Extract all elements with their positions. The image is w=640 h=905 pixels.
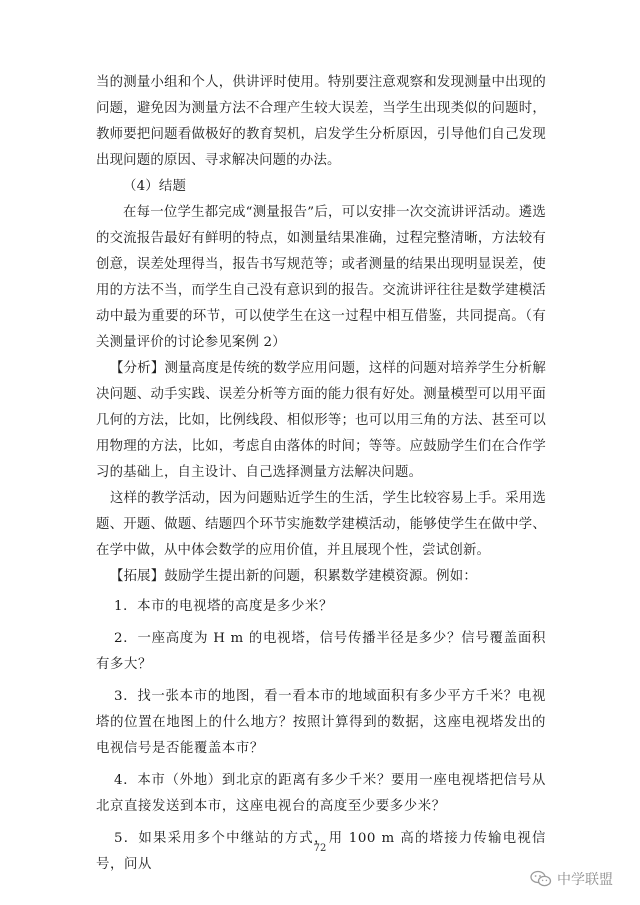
question-item: 5．如果采用多个中继站的方式，用 100 m 高的塔接力传输电视信号，问从 bbox=[96, 831, 546, 872]
wechat-icon bbox=[530, 870, 552, 888]
question-item: 2．一座高度为 H m 的电视塔，信号传播半径是多少？信号覆盖面积有多大？ bbox=[96, 631, 546, 672]
question-item: 1．本市的电视塔的高度是多少米？ bbox=[114, 599, 333, 614]
question-item: 4．本市（外地）到北京的距离有多少千米？要用一座电视塔把信号从北京直接发送到本市，这座电视台的高度至少要多少米？ bbox=[96, 773, 546, 814]
watermark-text: 中学联盟 bbox=[557, 872, 613, 888]
paragraph-extension: 【拓展】鼓励学生提出新的问题，积累数学建模资源。例如： bbox=[110, 569, 477, 584]
paragraph-exchange-review: 在每一位学生都完成“测量报告”后，可以安排一次交流讲评活动。遴选的交流报告最好有鲜明的特点，如测量结果准确，过程完整清晰，方法较有创意，误差处理得当，报告书写规范等；或者测量的结果出现明显误差，使用的方法不当，而学生自己没有意识到的报告。交流讲评往往是数学建模活动中最为重要的环节，可以使学生在这一过程中相互借鉴，共同提高。（有关测量评价的讨论参见案例 2） bbox=[96, 205, 546, 350]
watermark bbox=[530, 868, 613, 890]
paragraph-analysis: 【分析】测量高度是传统的数学应用问题，这样的问题对培养学生分析解决问题、动手实践、误差分析等方面的能力很有好处。测量模型可以用平面几何的方法，比如，比例线段、相似形等；也可以用三角的方法、甚至可以用物理的方法，比如，考虑自由落体的时间；等等。应鼓励学生们在合作学习的基础上，自主设计、自己选择测量方法解决问题。 bbox=[96, 361, 546, 480]
paragraph-teaching-activity: 这样的教学活动，因为问题贴近学生的生活，学生比较容易上手。采用选题、开题、做题、结题四个环节实施数学建模活动，能够使学生在做中学、在学中做，从中体会数学的应用价值，并且展现个性，尝试创新。 bbox=[96, 491, 546, 558]
paragraph-continuation: 当的测量小组和个人，供讲评时使用。特别要注意观察和发现测量中出现的问题，避免因为测量方法不合理产生较大误差，当学生出现类似的问题时，教师要把问题看做极好的教育契机，启发学生分析原因，引导他们自己发现出现问题的原因、寻求解决问题的办法。 bbox=[96, 75, 546, 168]
question-item: 3．找一张本市的地图，看一看本市的地域面积有多少平方千米？电视塔的位置在地图上的什么地方？按照计算得到的数据，这座电视塔发出的电视信号是否能覆盖本市？ bbox=[96, 689, 546, 756]
page-content bbox=[96, 70, 546, 884]
section-heading-conclusion: （4）结题 bbox=[123, 179, 187, 194]
page-number: 72 bbox=[313, 843, 327, 854]
